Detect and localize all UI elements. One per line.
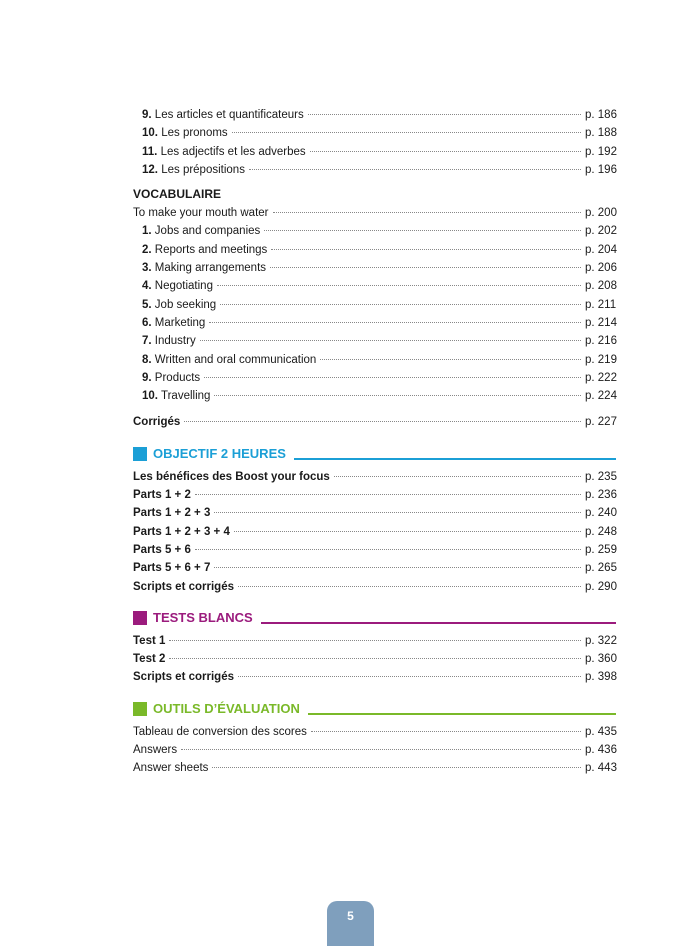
toc-entry[interactable]: [133, 741, 616, 759]
entry-label: Travelling: [161, 390, 211, 403]
section-rule: [261, 622, 616, 624]
entry-number: 7.: [142, 335, 152, 348]
dot-leader: [311, 731, 581, 732]
entry-page: p. 443: [585, 762, 617, 775]
entry-page: p. 222: [585, 371, 617, 384]
dot-leader: [264, 230, 581, 231]
toc-entry[interactable]: [133, 259, 616, 277]
toc-entry[interactable]: [133, 161, 616, 179]
section-band-outils: [133, 697, 616, 721]
toc-entry[interactable]: [133, 332, 616, 350]
dot-leader: [220, 304, 581, 305]
toc-entry[interactable]: [133, 559, 616, 577]
dot-leader: [238, 586, 581, 587]
entry-label: Scripts et corrigés: [133, 671, 234, 684]
entry-label: Negotiating: [154, 280, 213, 293]
entry-number: 9.: [142, 371, 152, 384]
entry-page: p. 204: [585, 243, 617, 256]
entry-number: 4.: [142, 280, 152, 293]
entry-page: p. 227: [585, 416, 617, 429]
entry-page: p. 360: [585, 653, 617, 666]
dot-leader: [204, 377, 581, 378]
toc-entry[interactable]: [133, 723, 616, 741]
entry-page: p. 196: [585, 163, 617, 176]
entry-page: p. 214: [585, 316, 617, 329]
toc-entry[interactable]: [133, 124, 616, 142]
entry-number: 12.: [142, 163, 158, 176]
entry-page: p. 186: [585, 109, 617, 121]
toc-entry[interactable]: [133, 668, 616, 686]
entry-label: Test 1: [133, 634, 166, 647]
entry-page: p. 192: [585, 145, 617, 158]
green-square-icon: [133, 702, 147, 716]
entry-page: p. 240: [585, 507, 617, 520]
dot-leader: [271, 249, 581, 250]
toc-entry[interactable]: [133, 277, 616, 295]
entry-number: 9.: [142, 109, 152, 121]
toc-entry[interactable]: [133, 106, 616, 124]
entry-number: 10.: [142, 390, 158, 403]
toc-entry[interactable]: [133, 222, 616, 240]
entry-number: 6.: [142, 316, 152, 329]
dot-leader: [214, 512, 581, 513]
toc-entry[interactable]: [133, 632, 616, 650]
toc-entry[interactable]: [133, 351, 616, 369]
entry-label: Tableau de conversion des scores: [133, 725, 307, 738]
dot-leader: [169, 640, 581, 641]
entry-label: Industry: [154, 335, 196, 348]
dot-leader: [273, 212, 581, 213]
dot-leader: [184, 421, 581, 422]
purple-square-icon: [133, 611, 147, 625]
section-title-vocabulaire: VOCABULAIRE: [133, 187, 222, 202]
toc-entry[interactable]: [133, 296, 616, 314]
entry-label: Answer sheets: [133, 762, 209, 775]
entry-number: 1.: [142, 225, 152, 238]
entry-label: Answers: [133, 744, 178, 757]
entry-label: Parts 5 + 6 + 7: [133, 562, 211, 575]
entry-page: p. 265: [585, 562, 617, 575]
toc-entry[interactable]: [133, 369, 616, 387]
dot-leader: [238, 676, 581, 677]
entry-page: p. 224: [585, 390, 617, 403]
entry-label: Les bénéfices des Boost your focus: [133, 470, 330, 483]
entry-page: p. 235: [585, 470, 617, 483]
entry-page: p. 188: [585, 127, 617, 140]
entry-page: p. 398: [585, 671, 617, 684]
entry-page: p. 290: [585, 580, 617, 593]
entry-label: Products: [154, 371, 201, 384]
table-of-contents: [133, 106, 616, 778]
section-band-tests: [133, 606, 616, 630]
toc-entry[interactable]: [133, 241, 616, 259]
dot-leader: [270, 267, 581, 268]
dot-leader: [310, 151, 581, 152]
toc-entry[interactable]: [133, 143, 616, 161]
dot-leader: [209, 322, 581, 323]
dot-leader: [181, 749, 581, 750]
dot-leader: [234, 531, 581, 532]
dot-leader: [214, 395, 581, 396]
section-rule: [308, 713, 616, 715]
section-title-objectif: OBJECTIF 2 HEURES: [153, 446, 286, 462]
toc-entry[interactable]: [133, 523, 616, 541]
dot-leader: [195, 494, 581, 495]
dot-leader: [320, 359, 581, 360]
entry-label: Les articles et quantificateurs: [154, 109, 304, 121]
section-band-objectif: [133, 442, 616, 466]
blue-square-icon: [133, 447, 147, 461]
entry-label: Parts 5 + 6: [133, 543, 191, 556]
section-title-outils: OUTILS D’ÉVALUATION: [153, 701, 300, 717]
dot-leader: [200, 340, 581, 341]
dot-leader: [214, 567, 581, 568]
entry-label: Written and oral communication: [154, 353, 317, 366]
toc-entry[interactable]: [133, 468, 616, 486]
section-rule: [294, 458, 616, 460]
entry-page: p. 435: [585, 725, 617, 738]
toc-entry[interactable]: [133, 541, 616, 559]
toc-entry[interactable]: [133, 387, 616, 405]
entry-label: To make your mouth water: [133, 207, 269, 220]
entry-label: Job seeking: [154, 298, 217, 311]
toc-entry[interactable]: [133, 504, 616, 522]
entry-page: p. 219: [585, 353, 617, 366]
entry-number: 2.: [142, 243, 152, 256]
entry-label: Reports and meetings: [154, 243, 268, 256]
toc-entry[interactable]: [133, 578, 616, 596]
dot-leader: [217, 285, 581, 286]
entry-page: p. 206: [585, 262, 617, 275]
entry-label: Parts 1 + 2 + 3 + 4: [133, 525, 230, 538]
entry-number: 8.: [142, 353, 152, 366]
dot-leader: [195, 549, 581, 550]
entry-page: p. 200: [585, 207, 617, 220]
dot-leader: [249, 169, 581, 170]
dot-leader: [232, 132, 581, 133]
entry-label: Jobs and companies: [154, 225, 261, 238]
section-title-tests: TESTS BLANCS: [153, 610, 253, 626]
toc-entry[interactable]: [133, 314, 616, 332]
entry-number: 5.: [142, 298, 152, 311]
toc-entry[interactable]: [133, 486, 616, 504]
dot-leader: [334, 476, 581, 477]
entry-page: p. 436: [585, 744, 617, 757]
entry-label: Les pronoms: [161, 127, 228, 140]
entry-label: Marketing: [154, 316, 206, 329]
entry-page: p. 259: [585, 543, 617, 556]
entry-page: p. 322: [585, 634, 617, 647]
entry-number: 3.: [142, 262, 152, 275]
page-number-badge: 5: [327, 901, 374, 946]
entry-number: 11.: [142, 145, 158, 158]
entry-page: p. 248: [585, 525, 617, 538]
dot-leader: [212, 767, 581, 768]
dot-leader: [169, 658, 581, 659]
entry-label: Scripts et corrigés: [133, 580, 234, 593]
entry-label: Test 2: [133, 653, 166, 666]
entry-page: p. 211: [585, 298, 617, 311]
entry-label: Parts 1 + 2 + 3: [133, 507, 211, 520]
toc-entry[interactable]: [133, 650, 616, 668]
entry-label: Les prépositions: [161, 163, 245, 176]
toc-entry-intro[interactable]: [133, 204, 616, 222]
entry-page: p. 202: [585, 225, 617, 238]
entry-label: Les adjectifs et les adverbes: [160, 145, 306, 158]
entry-label: Parts 1 + 2: [133, 489, 191, 502]
entry-label: Corrigés: [133, 416, 181, 429]
entry-number: 10.: [142, 127, 158, 140]
entry-page: p. 208: [585, 280, 617, 293]
toc-entry-corriges[interactable]: [133, 413, 616, 431]
entry-label: Making arrangements: [154, 262, 267, 275]
dot-leader: [308, 114, 581, 115]
toc-entry[interactable]: [133, 759, 616, 777]
entry-page: p. 236: [585, 489, 617, 502]
entry-page: p. 216: [585, 335, 617, 348]
